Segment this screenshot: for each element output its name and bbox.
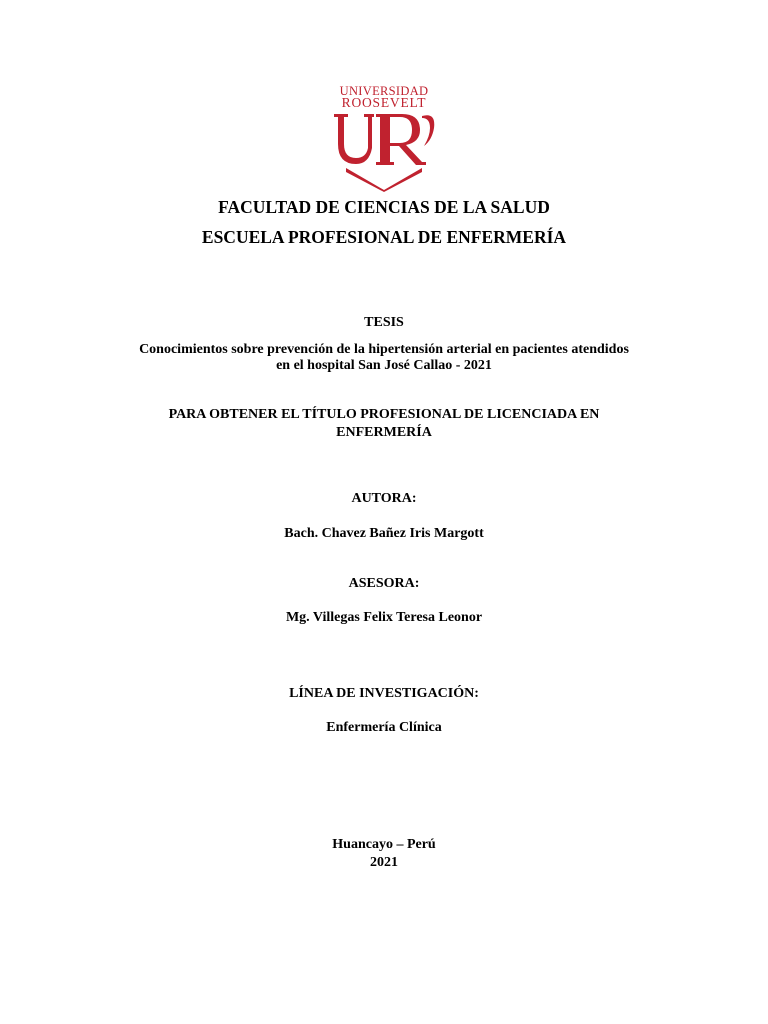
author-name: Bach. Chavez Bañez Iris Margott xyxy=(284,526,484,541)
footer-place: Huancayo – Perú xyxy=(332,837,436,852)
thesis-title-line1: Conocimientos sobre prevención de la hipertensión arterial en pacientes atendidos xyxy=(139,342,629,357)
faculty-heading: FACULTAD DE CIENCIAS DE LA SALUD xyxy=(218,197,550,217)
thesis-title-line2: en el hospital San José Callao - 2021 xyxy=(276,358,492,373)
university-logo xyxy=(326,84,442,192)
logo-line1: UNIVERSIDAD xyxy=(339,84,429,98)
thesis-label: TESIS xyxy=(364,315,404,330)
logo-line2: ROOSEVELT xyxy=(341,95,427,110)
research-line-label: LÍNEA DE INVESTIGACIÓN: xyxy=(289,686,479,701)
school-heading: ESCUELA PROFESIONAL DE ENFERMERÍA xyxy=(201,227,567,247)
ur-monogram-icon xyxy=(334,114,434,192)
advisor-label: ASESORA: xyxy=(348,576,420,591)
degree-line2: ENFERMERÍA xyxy=(336,425,432,440)
advisor-name: Mg. Villegas Felix Teresa Leonor xyxy=(285,610,483,625)
degree-line1: PARA OBTENER EL TÍTULO PROFESIONAL DE LICENCIADA EN xyxy=(168,407,600,422)
author-label: AUTORA: xyxy=(351,491,417,506)
footer-year: 2021 xyxy=(370,855,398,870)
research-line-value: Enfermería Clínica xyxy=(326,720,442,735)
